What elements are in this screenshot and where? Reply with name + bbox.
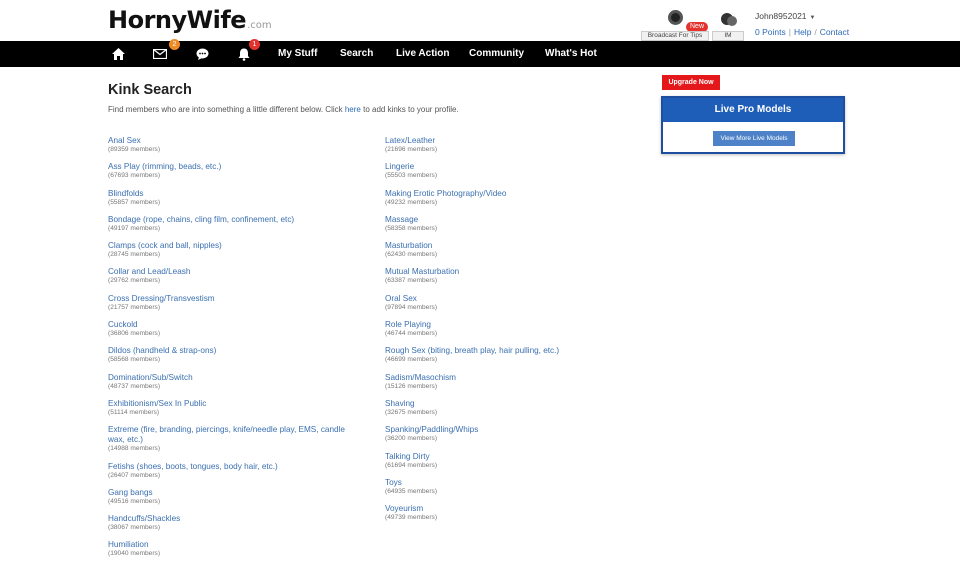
kink-member-count: (49516 members)	[108, 497, 161, 505]
nav-chat[interactable]	[194, 41, 210, 67]
page-title: Kink Search	[108, 82, 192, 98]
kink-item	[108, 267, 358, 285]
kink-link[interactable]: Voyeurism	[385, 504, 424, 514]
kink-link[interactable]: Shaving	[385, 398, 415, 408]
nav-notifications[interactable]	[236, 41, 257, 67]
kink-member-count: (89359 members)	[108, 146, 161, 153]
kink-link[interactable]: Dildos (handheld & strap-ons)	[108, 346, 217, 356]
chevron-down-icon: ▼	[809, 15, 816, 21]
kink-link[interactable]: Rough Sex (biting, breath play, hair pulling, etc.)	[385, 346, 560, 356]
mail-icon	[153, 49, 167, 59]
upgrade-now-button[interactable]: Upgrade Now	[662, 75, 720, 90]
kink-item	[108, 425, 358, 453]
kink-item	[108, 241, 358, 259]
chat-icon	[196, 48, 209, 60]
kink-item	[108, 488, 358, 506]
kink-link[interactable]: Anal Sex	[108, 136, 141, 145]
kink-link[interactable]: Domination/Sub/Switch	[108, 372, 193, 382]
kink-member-count: (55503 members)	[385, 172, 438, 180]
kink-item	[385, 162, 635, 180]
site-header	[0, 0, 960, 41]
kink-link[interactable]: Clamps (cock and ball, nipples)	[108, 241, 222, 251]
kink-item	[108, 320, 358, 338]
kink-item	[385, 241, 635, 259]
kink-item	[108, 215, 358, 233]
new-badge: New	[686, 22, 708, 32]
home-icon	[112, 48, 125, 60]
kink-link[interactable]: Exhibitionism/Sex In Public	[108, 398, 207, 408]
kink-item	[108, 399, 358, 417]
intro-before: Find members who are into something a little different below. Click	[108, 105, 345, 114]
points-link[interactable]: 0 Points	[755, 27, 786, 37]
broadcast-label: Broadcast For Tips	[641, 31, 709, 41]
kink-member-count: (51114 members)	[108, 408, 160, 416]
kink-item	[108, 514, 358, 532]
kink-item	[385, 136, 635, 154]
nav-link-live-action[interactable]: Live Action	[396, 48, 450, 59]
help-link[interactable]: Help	[793, 27, 812, 37]
kink-item	[385, 399, 635, 417]
nav-link-community[interactable]: Community	[469, 48, 524, 59]
kink-link[interactable]: Extreme (fire, branding, piercings, knife/needle play, EMS, candle wax, etc.)	[108, 425, 345, 445]
kink-member-count: (58568 members)	[108, 356, 161, 364]
kink-item	[385, 189, 635, 207]
kink-member-count: (67693 members)	[108, 172, 161, 180]
kink-member-count: (21757 members)	[108, 303, 161, 311]
kink-member-count: (49739 members)	[385, 514, 438, 522]
kink-link[interactable]: Cuckold	[108, 320, 138, 330]
kink-member-count: (15126 members)	[385, 382, 438, 390]
kink-link[interactable]: Gang bangs	[108, 487, 153, 497]
username-dropdown[interactable]	[755, 11, 849, 21]
kink-link[interactable]: Making Erotic Photography/Video	[385, 188, 507, 198]
kink-link[interactable]: Bondage (rope, chains, cling film, confinement, etc)	[108, 214, 295, 224]
kink-member-count: (26407 members)	[108, 471, 161, 479]
kink-link[interactable]: Fetishs (shoes, boots, tongues, body hair, etc.)	[108, 461, 278, 471]
kink-item	[385, 294, 635, 312]
kink-item	[385, 320, 635, 338]
mail-count-badge: 2	[169, 39, 180, 50]
im-label: IM	[712, 31, 744, 41]
bell-icon	[238, 48, 250, 61]
kink-member-count: (63387 members)	[385, 277, 438, 285]
kink-member-count: (48737 members)	[108, 382, 161, 390]
kink-link[interactable]: Spanking/Paddling/Whips	[385, 425, 479, 435]
intro-text	[108, 105, 459, 114]
nav-link-search[interactable]: Search	[340, 48, 374, 59]
kink-link[interactable]: Latex/Leather	[385, 136, 436, 145]
contact-link[interactable]: Contact	[819, 27, 850, 37]
kink-item	[108, 294, 358, 312]
divider: /	[814, 27, 817, 37]
kink-member-count: (97894 members)	[385, 303, 438, 311]
kink-member-count: (38067 members)	[108, 524, 161, 532]
kink-link[interactable]: Massage	[385, 214, 419, 224]
kink-link[interactable]: Toys	[385, 477, 402, 487]
nav-link-my-stuff[interactable]: My Stuff	[278, 48, 318, 59]
kink-item	[385, 373, 635, 391]
kink-member-count: (14988 members)	[108, 445, 161, 453]
logo-suffix-text: .com	[247, 20, 272, 31]
main-nav	[0, 41, 960, 67]
kink-list-left	[108, 136, 358, 561]
kink-member-count: (62430 members)	[385, 251, 438, 259]
kink-link[interactable]: Talking Dirty	[385, 451, 430, 461]
kink-link[interactable]: Role Playing	[385, 320, 431, 330]
add-kinks-link[interactable]: here	[344, 105, 361, 114]
kink-item	[108, 540, 358, 558]
kink-member-count: (19040 members)	[108, 550, 161, 558]
kink-item	[385, 504, 635, 522]
kink-item	[108, 162, 358, 180]
kink-item	[385, 452, 635, 470]
kink-member-count: (28745 members)	[108, 251, 161, 259]
kink-member-count: (55857 members)	[108, 198, 161, 206]
kink-item	[385, 425, 635, 443]
kink-item	[108, 346, 358, 364]
kink-item	[108, 373, 358, 391]
kink-link[interactable]: Oral Sex	[385, 293, 417, 303]
intro-after: to add kinks to your profile.	[360, 105, 459, 114]
nav-link-whats-hot[interactable]: What's Hot	[545, 48, 597, 59]
kink-item	[108, 189, 358, 207]
kink-link[interactable]: Lingerie	[385, 162, 415, 172]
kink-link[interactable]: Masturbation	[385, 241, 433, 251]
kink-item	[385, 478, 635, 496]
kink-link[interactable]: Mutual Masturbation	[385, 267, 460, 277]
kink-link[interactable]: Blindfolds	[108, 188, 144, 198]
kink-member-count: (29762 members)	[108, 277, 161, 285]
kink-member-count: (58358 members)	[385, 224, 438, 232]
kink-member-count: (49232 members)	[385, 198, 438, 206]
kink-item	[108, 136, 358, 154]
divider: |	[788, 27, 791, 37]
kink-item	[108, 462, 358, 480]
kink-member-count: (61694 members)	[385, 461, 438, 469]
im-button[interactable]	[712, 10, 744, 41]
live-pro-models-panel	[661, 96, 845, 154]
kink-item	[385, 267, 635, 285]
kink-member-count: (21696 members)	[385, 146, 438, 153]
kink-item	[385, 215, 635, 233]
username-text: John8952021	[755, 11, 807, 21]
kink-link[interactable]: Ass Play (rimming, beads, etc.)	[108, 162, 222, 172]
kink-link[interactable]: Handcuffs/Shackles	[108, 514, 181, 524]
view-more-live-models-button[interactable]: View More Live Models	[713, 131, 795, 146]
kink-link[interactable]: Collar and Lead/Leash	[108, 267, 191, 277]
nav-mail[interactable]	[151, 41, 177, 67]
site-logo[interactable]	[108, 6, 272, 34]
notification-count-badge: 1	[249, 39, 260, 50]
kink-member-count: (49197 members)	[108, 224, 161, 232]
kink-link[interactable]: Humiliation	[108, 540, 149, 550]
broadcast-for-tips-button[interactable]	[641, 10, 709, 41]
kink-link[interactable]: Sadism/Masochism	[385, 372, 456, 382]
logo-main-text: HornyWife	[108, 6, 247, 34]
user-links	[755, 27, 849, 37]
kink-list-right	[385, 136, 635, 530]
user-block	[755, 11, 849, 37]
kink-member-count: (36806 members)	[108, 330, 161, 338]
kink-member-count: (46744 members)	[385, 330, 438, 338]
kink-member-count: (32675 members)	[385, 408, 438, 416]
kink-member-count: (46699 members)	[385, 356, 438, 364]
live-pro-models-title: Live Pro Models	[663, 98, 843, 122]
nav-home[interactable]	[110, 41, 126, 67]
kink-item	[385, 346, 635, 364]
webcam-icon	[668, 10, 683, 25]
kink-link[interactable]: Cross Dressing/Transvestism	[108, 293, 215, 303]
kink-member-count: (36200 members)	[385, 435, 438, 443]
kink-member-count: (64935 members)	[385, 487, 438, 495]
chat-bubbles-icon	[720, 12, 738, 28]
